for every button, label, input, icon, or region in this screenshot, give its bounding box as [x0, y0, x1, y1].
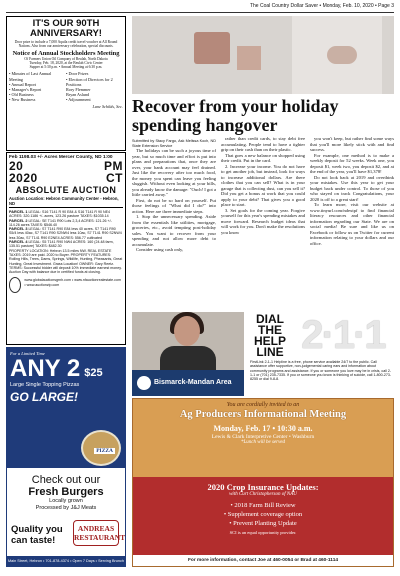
fresh-burgers-text: Fresh Burgers — [28, 486, 104, 498]
auction-title: ABSOLUTE AUCTION — [15, 185, 117, 195]
contact-info: For more information, contact Joe at 460-0054 or Brad at 460-1114 — [133, 555, 393, 566]
holiday-spending-article — [132, 16, 394, 308]
restaurant-logo: ANDREAS RESTAURANT — [73, 520, 119, 546]
woman-body-image — [160, 346, 216, 370]
agenda-item: • Annual Report — [9, 81, 37, 87]
article-paragraph: First, do not be so hard on yourself. Put those feelings of "What did I do?" into action. Here are three immediate steps. — [132, 197, 216, 214]
article-paragraph: For example, one method is to make a weekly deposit for 52 weeks. Week one, you deposit $1, week two, you deposit $2, and at the end of the year, you'll have $1,378! — [310, 152, 394, 174]
hand-image — [327, 46, 357, 64]
parcel-name: PARCEL 4 — [9, 240, 28, 245]
gift-box-image — [194, 32, 230, 64]
article-photo — [132, 16, 394, 94]
agenda-item: • Door Prizes — [66, 71, 89, 77]
lunch-note: *Lunch will be served — [240, 440, 286, 445]
parcel-name: PARCEL 3 — [9, 227, 28, 232]
article-byline: Submitted by Stacy Fargo, Ask Melissa Koch, ND State Extension Service — [132, 139, 216, 148]
invite-text: You are cordially invited to an — [226, 402, 300, 408]
notice-line-3: Supper at 5:30 p.m. • Annual Meeting at 6:30 p.m. — [29, 65, 103, 70]
article-paragraph: That goes a new balance on shopped using their credit. Put in the card. — [221, 152, 305, 163]
meeting-date: Monday, Feb. 17 • 10:30 a.m. — [213, 424, 313, 433]
article-paragraph: rather than credit cards, to stay debt free accumulating. People tend to have a tighter grip on their cash than on their plastic. — [221, 136, 305, 152]
topics-list — [141, 501, 385, 528]
agenda-item: • Adjournment — [66, 97, 91, 103]
helpline-description: FirstLink 2-1-1 Helpline is a free, phone service available 24/7 to the public. Call assistance offer supportive, non-judgemental caring ears and information about community programs and assistance. If you or someone you love may be in crisis, call 2-1-1 or (701) 235-7335. If you or someone you know is thinking of suicide, call 1-800-273-8255 or dial 9-8-8. — [250, 360, 392, 382]
parcel-text: LEGAL: SE T141 R90 Lots 2,3,4 ACRES: 121.26 +/- 114.26 acres TAXES: $546.40 — [9, 218, 112, 227]
agenda-item: • Old Business — [9, 92, 34, 98]
topic-item: • Prevent Planting Update — [229, 520, 297, 527]
ag-meeting-ad — [132, 398, 394, 567]
go-large-text: GO LARGE! — [10, 390, 78, 404]
restaurant-ad — [6, 347, 126, 573]
notice-title: Notice of Annual Stockholders Meeting — [12, 49, 120, 57]
equal-opportunity-text: SCI is an equal opportunity provider. — [229, 530, 297, 535]
notice-line-1: Of Farmers Union Oil Company of Beulah, North Dakota — [24, 56, 108, 61]
locally-grown-text: Locally grown — [49, 498, 83, 504]
meeting-title: Ag Producers Informational Meeting — [179, 409, 347, 420]
auction-line1: Feb 1198.03 +/- Acres Mercer County, ND 1:00 — [9, 155, 113, 160]
helpline-ad — [132, 312, 394, 396]
article-paragraph: you won't keep, but rather find some ways that you'll more likely stick with and find success. — [310, 136, 394, 152]
parcel-text: LEGAL: S7 T141 R90 E84 less 40 acres. S7 T141 R90 S5/4 less 40ac, S7 T141 R90 S2NW4 less 10ac, S7 T141 R90 S2NW4 less 30ac, S7 T141 R90 E2NE4 ACRES: 556.77 cultivated — [9, 227, 122, 240]
agenda-item: Bryan Aslund — [66, 92, 90, 98]
firstlink-logo-icon — [137, 376, 151, 390]
article-column-1 — [132, 136, 216, 253]
woman-face-image — [174, 316, 200, 346]
crop-insurance-heading: 2020 Crop Insurance Updates: — [207, 482, 319, 492]
article-paragraph: 2. Increase your income. You do not have to get another job, but instead, look for ways to increase additional dollars. Are there clothes that you can sell? What is in your garage that is collecting dust, can you sell it? Did you get a bonus at work that you could apply to your debt? That gives you a good place to start. — [221, 163, 305, 207]
restaurant-footer: Main Street, Hebron • 701-878-4374 • Open 7 Days • Serving Brunch on Weekends — [7, 556, 125, 566]
quality-tagline: Quality you can taste! — [11, 524, 63, 546]
agenda-left-list — [9, 71, 66, 102]
article-paragraph: 3. Set goals for the coming year. Forgive yourself for this year's spending mistakes and move forward. Research budget ideas that will work for you. Don't make the resolutions you know — [221, 207, 305, 235]
pizza-price: $25 — [84, 367, 103, 379]
presenter-text: with Curt Christopherson of NAU — [229, 492, 297, 497]
auction-time: PM — [104, 159, 123, 173]
article-headline: Recover from your holiday spending hangover — [132, 96, 339, 135]
helpline-number: 2·1·1 — [301, 313, 385, 357]
parcel-name: PARCEL 1 — [9, 210, 28, 214]
any-two-label: ANY 2 — [10, 355, 81, 382]
check-out-text: Check out our — [31, 474, 101, 486]
agenda-right-list — [66, 71, 123, 102]
pizza-size-text: Large Single Topping Pizzas — [10, 382, 80, 388]
parcel-name: PARCEL 2 — [9, 218, 28, 223]
auction-websites: www.globalauctionsgrnh.com • www.nfauctionrealestate.com • www.auctionzip.com — [24, 278, 121, 287]
article-paragraph: The holidays can be such a joyous time of year, but so much time and effort is put into plans and preparations that, once they are over, your bank account may feel drained. Just like the recovery after too much food, the money you spent can leave you feeling sluggish. Without even looking at your bills, you already know the damage: "Ouch! I got a little carried away." — [132, 148, 216, 197]
agenda-item: Rory Flemmer — [66, 87, 91, 93]
article-paragraph: Consider using cash only, — [136, 247, 184, 252]
parcel-text: LEGAL: S5 T141 R90 NW4 ACRES: 160 (24.48 farm, 135.51 pasture) TAXES: $482.30 — [9, 240, 114, 249]
auction-date-year: 2020 — [9, 171, 38, 185]
limited-time-label: For a Limited Time — [10, 351, 45, 356]
article-column-2 — [221, 136, 305, 253]
pizza-label: PIZZA — [96, 448, 113, 454]
auction-date-day: 20 — [9, 159, 24, 173]
auction-company-logo — [9, 277, 21, 293]
dial-the-helpline: DIAL THE HELP LINE — [253, 312, 286, 359]
auction-body-text: PROPERTY LOCATION: Hebron 13.5 miles NW. REAL ESTATE TAXES: 2019 are paid. 2020 to Buyer. PROPERTY FEATURES: Rolling Hills, Trees, Dams, Springs, Wildlife, Hunting, Pheasants, Great Hunting, Great Investment. Grass Location! OWNER: Gary Reetz. TERMS: Successful bidder will deposit 10% immediate earnest money. Auction Day with balance due in certified funds at closing. — [9, 248, 123, 275]
topic-item: • 2018 Farm Bill Review — [230, 502, 296, 509]
article-paragraph: To learn more, visit our website at www.tinyurl.com/ndextpf to find financial literacy resources and other financial information regarding our State. We are on social media! Be sure and like us on Facebook or follow us on Twitter for current information relating to your dollars and our office. — [310, 202, 394, 246]
parcel-text: LEGAL: S16 T141 R 90 E84 & S16 T141 R 90 NE4 ACRES: 320.1186 +/- acres, 123.26 pasture TAXES: $1035.14 — [9, 210, 111, 219]
agenda-item: • Manager's Report — [9, 87, 42, 93]
secretary-signature: Lane Schilds, Sec. — [92, 103, 123, 109]
article-column-3 — [310, 136, 394, 253]
processed-by-text: Processed by J&J Meats — [35, 505, 97, 511]
agenda-item: • New Business — [9, 97, 36, 103]
page-masthead: The Coal Country Dollar Saver • Monday, Feb. 10, 2020 • Page 3 — [6, 3, 394, 13]
gift-box-image — [237, 46, 261, 70]
article-paragraph: Do not look back at 2019 and overthink your mistakes. Use this year to get your budget back under control. To those of you who stayed on track Congratulations, your 2020 is off to a great start! — [310, 174, 394, 202]
article-paragraph: 1. Stop the unnecessary spending. Aside from the essentials like utilities, mortgage, groceries, etc., avoid tempting post-holiday sales. You want to recover from your spending and not allow more debt to accumulate. — [132, 214, 216, 247]
auction-time-zone: CT — [106, 171, 123, 185]
meeting-location: Lewis & Clark Interpretive Center • Washburn — [211, 434, 315, 440]
agenda-item: • Minutes of Last Annual Meeting — [9, 71, 52, 82]
anniversary-subtext: Door prize to include a 7,000 Aquila credit travel voucher at All Round Nations. Also from our anniversary celebration, special discounts. — [14, 40, 118, 49]
helpline-photo — [132, 312, 244, 370]
notice-line-2: Tuesday, Feb. 18, 2020, at the Beulah Civic Center — [29, 61, 103, 66]
topic-item: • Supplement coverage option — [223, 511, 303, 518]
auction-ad — [6, 152, 126, 345]
anniversary-headline: IT'S OUR 90TH ANNIVERSARY! — [30, 18, 102, 39]
helpline-banner-text: Bismarck-Mandan Area — [154, 379, 232, 386]
helpline-banner — [132, 370, 244, 396]
agenda-item: • Election of Directors for 2 Positions — [66, 76, 113, 87]
auction-location: Auction Location: Hebron Community Center - Hebron, ND — [9, 196, 123, 208]
anniversary-ad — [6, 16, 126, 151]
